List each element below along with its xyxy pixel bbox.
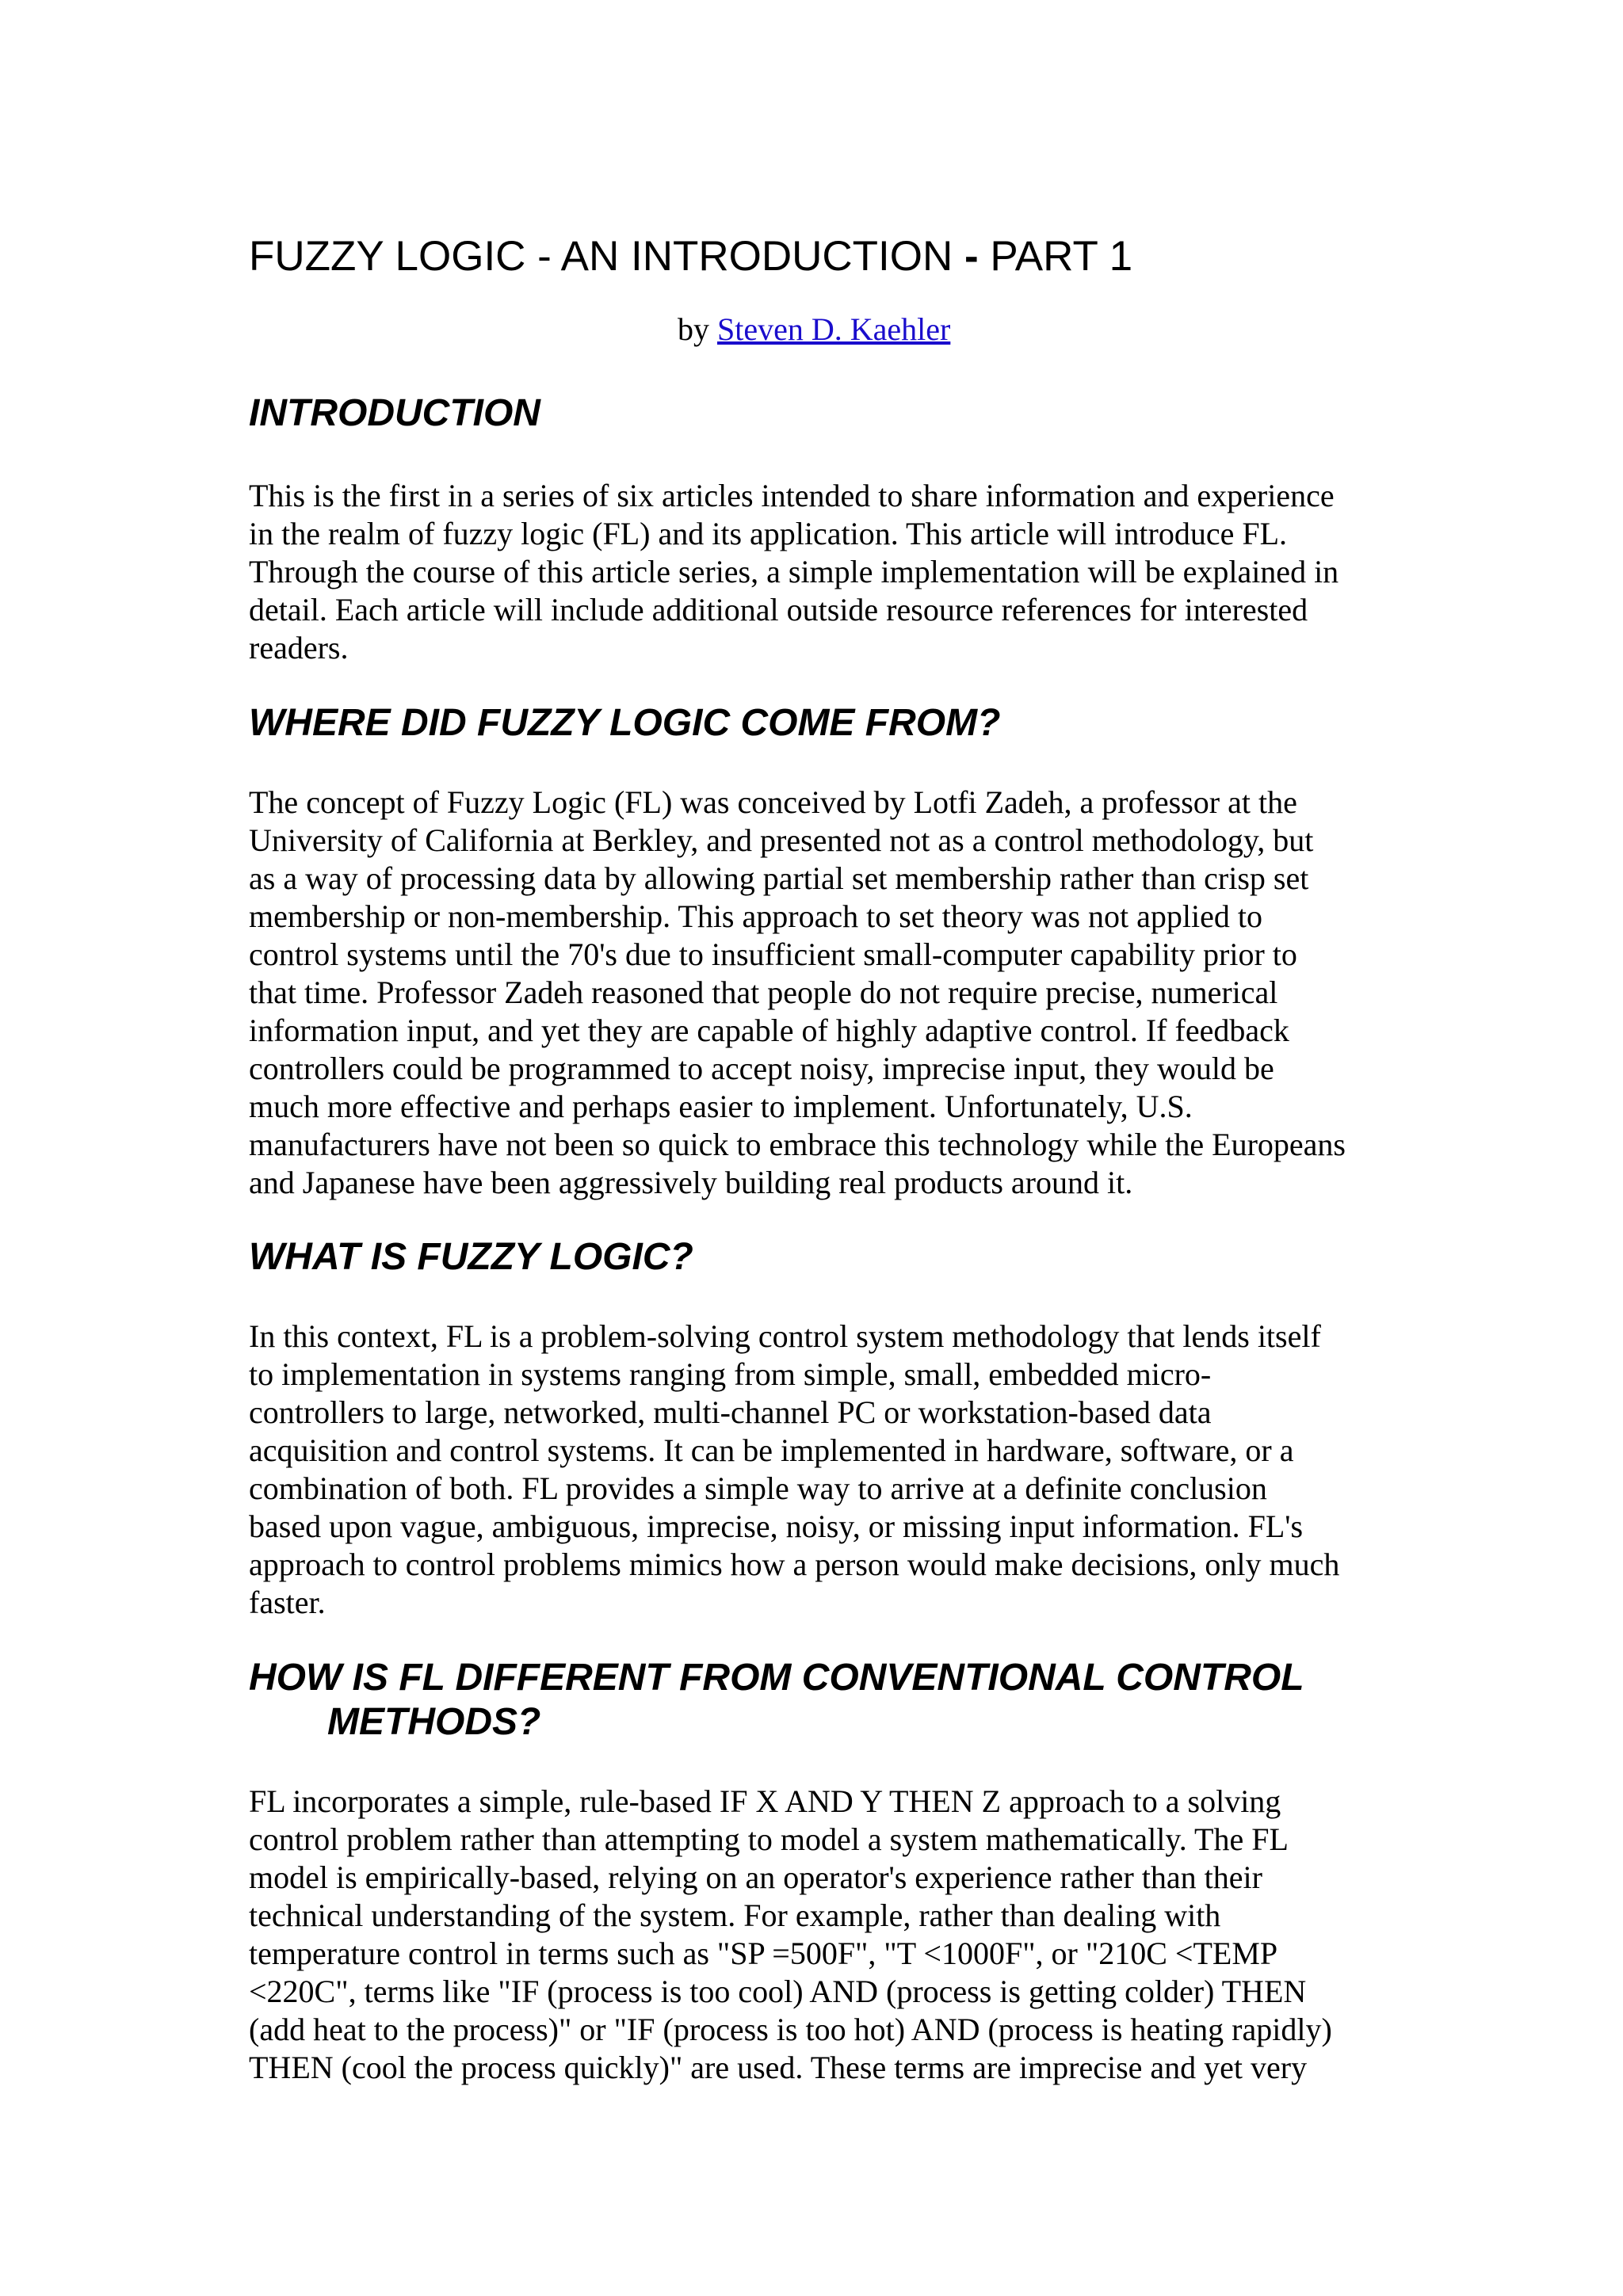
section-heading-introduction bbox=[249, 391, 1406, 436]
text-line: information input, and yet they are capable of highly adaptive control. If feedback bbox=[249, 1013, 1289, 1048]
text-line: control problem rather than attempting to model a system mathematically. The FL bbox=[249, 1821, 1289, 1857]
text-line: Through the course of this article series, a simple implementation will be explained in bbox=[249, 554, 1339, 589]
text-line: model is empirically-based, relying on an operator's experience rather than their bbox=[249, 1859, 1262, 1895]
text-line: THEN (cool the process quickly)" are used. These terms are imprecise and yet very bbox=[249, 2050, 1308, 2085]
paragraph-definition bbox=[249, 1318, 1406, 1622]
text-line: faster. bbox=[249, 1585, 326, 1620]
text-line: controllers to large, networked, multi-channel PC or workstation-based data bbox=[249, 1394, 1212, 1430]
text-line: manufacturers have not been so quick to embrace this technology while the Europeans bbox=[249, 1127, 1346, 1162]
section-heading-definition bbox=[249, 1235, 1406, 1280]
text-line: controllers could be programmed to accept noisy, imprecise input, they would be bbox=[249, 1051, 1274, 1086]
heading-line: HOW IS FL DIFFERENT FROM CONVENTIONAL CONTROL bbox=[249, 1657, 1304, 1699]
text-line: acquisition and control systems. It can be implemented in hardware, software, or a bbox=[249, 1432, 1294, 1468]
text-line: membership or non-membership. This approach to set theory was not applied to bbox=[249, 898, 1262, 934]
heading-line: WHAT IS FUZZY LOGIC? bbox=[249, 1236, 693, 1278]
text-line: In this context, FL is a problem-solving control system methodology that lends itself bbox=[249, 1318, 1321, 1354]
byline bbox=[249, 309, 1406, 350]
text-line: This is the first in a series of six articles intended to share information and experience bbox=[249, 478, 1335, 513]
text-line: in the realm of fuzzy logic (FL) and its application. This article will introduce FL. bbox=[249, 516, 1288, 551]
text-line: to implementation in systems ranging from simple, small, embedded micro- bbox=[249, 1356, 1212, 1392]
text-line: approach to control problems mimics how a person would make decisions, only much bbox=[249, 1547, 1340, 1582]
paragraph-origin bbox=[249, 784, 1406, 1202]
text-line: based upon vague, ambiguous, imprecise, noisy, or missing input information. FL's bbox=[249, 1508, 1304, 1544]
text-line: as a way of processing data by allowing partial set membership rather than crisp set bbox=[249, 860, 1309, 896]
heading-line: INTRODUCTION bbox=[249, 392, 540, 434]
heading-line: WHERE DID FUZZY LOGIC COME FROM? bbox=[249, 702, 1001, 744]
text-line: temperature control in terms such as "SP =500F", "T <1000F", or "210C <TEMP bbox=[249, 1936, 1278, 1971]
title-text-part1: FUZZY LOGIC - AN INTRODUCTION bbox=[249, 233, 964, 280]
paragraph-introduction bbox=[249, 477, 1406, 667]
text-line: control systems until the 70's due to insufficient small-computer capability prior to bbox=[249, 936, 1297, 972]
text-line: University of California at Berkley, and presented not as a control methodology, but bbox=[249, 822, 1314, 858]
text-line: FL incorporates a simple, rule-based IF X AND Y THEN Z approach to a solving bbox=[249, 1783, 1281, 1819]
paragraph-comparison bbox=[249, 1783, 1406, 2087]
section-heading-origin bbox=[249, 701, 1406, 746]
author-link[interactable]: Steven D. Kaehler bbox=[717, 311, 951, 347]
text-line: much more effective and perhaps easier to implement. Unfortunately, U.S. bbox=[249, 1089, 1193, 1124]
text-line: The concept of Fuzzy Logic (FL) was conceived by Lotfi Zadeh, a professor at the bbox=[249, 784, 1297, 820]
heading-line-continued: METHODS? bbox=[327, 1701, 541, 1743]
text-line: that time. Professor Zadeh reasoned that people do not require precise, numerical bbox=[249, 974, 1278, 1010]
section-heading-comparison bbox=[249, 1656, 1406, 1745]
title-text-part2: PART 1 bbox=[978, 233, 1133, 280]
page-title bbox=[249, 228, 1406, 285]
text-line: <220C", terms like "IF (process is too cool) AND (process is getting colder) THEN bbox=[249, 1974, 1307, 2009]
text-line: readers. bbox=[249, 630, 349, 666]
text-line: and Japanese have been aggressively building real products around it. bbox=[249, 1165, 1133, 1200]
text-line: detail. Each article will include additional outside resource references for interested bbox=[249, 592, 1308, 627]
title-dash: - bbox=[964, 233, 979, 280]
document-body bbox=[249, 228, 1406, 2087]
text-line: (add heat to the process)" or "IF (process is too hot) AND (process is heating rapidly) bbox=[249, 2012, 1332, 2047]
text-line: combination of both. FL provides a simple way to arrive at a definite conclusion bbox=[249, 1470, 1267, 1506]
text-line: technical understanding of the system. For example, rather than dealing with bbox=[249, 1897, 1221, 1933]
byline-prefix: by bbox=[678, 311, 717, 347]
